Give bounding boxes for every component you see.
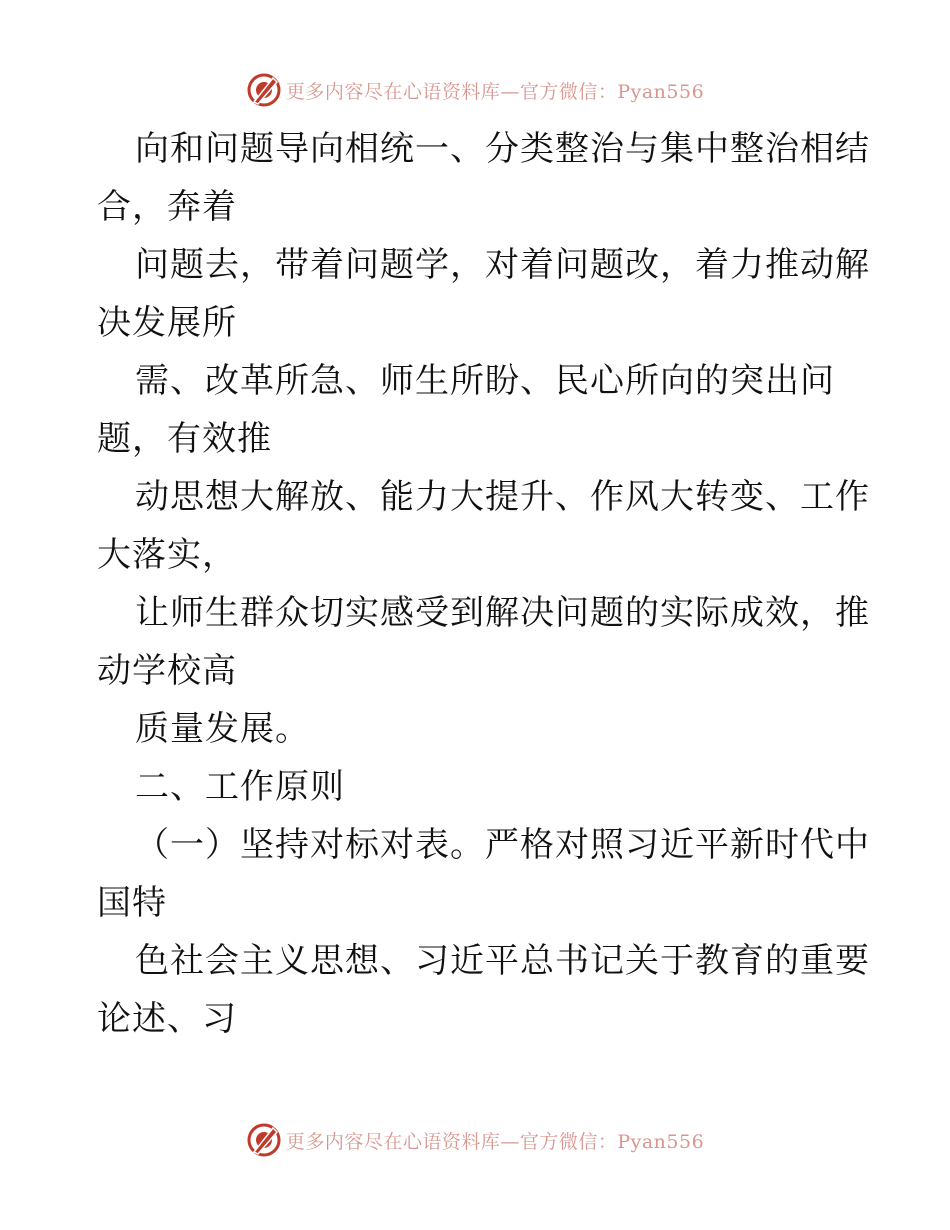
text-line: 大落实， xyxy=(97,535,237,575)
text-line: 需、改革所急、师生所盼、民心所向的突出问 xyxy=(135,361,835,401)
text-line: （一）坚持对标对表。严格对照习近平新时代中 xyxy=(135,825,870,865)
document-body xyxy=(97,120,870,1048)
text-line: 国特 xyxy=(97,883,167,923)
footer-banner xyxy=(0,1120,950,1160)
text-line: 合，奔着 xyxy=(97,187,237,227)
footer-banner-text: 更多内容尽在心语资料库—官方微信：Pyan556 xyxy=(285,1130,705,1153)
header-banner-text: 更多内容尽在心语资料库—官方微信：Pyan556 xyxy=(285,80,705,103)
text-line: 动学校高 xyxy=(97,651,237,691)
text-line: 问题去，带着问题学，对着问题改，着力推动解 xyxy=(135,245,870,285)
text-line: 让师生群众切实感受到解决问题的实际成效，推 xyxy=(135,593,870,633)
text-line: 质量发展。 xyxy=(135,709,310,749)
text-line: 论述、习 xyxy=(97,999,237,1039)
text-line: 向和问题导向相统一、分类整治与集中整治相结 xyxy=(135,129,870,169)
text-line: 色社会主义思想、习近平总书记关于教育的重要 xyxy=(135,941,870,981)
text-line: 决发展所 xyxy=(97,303,237,343)
header-banner xyxy=(0,70,950,110)
text-line: 二、工作原则 xyxy=(135,767,345,807)
text-line: 动思想大解放、能力大提升、作风大转变、工作 xyxy=(135,477,870,517)
pen-seal-icon xyxy=(246,72,282,108)
text-line: 题，有效推 xyxy=(97,419,272,459)
pen-seal-icon xyxy=(246,1122,282,1158)
